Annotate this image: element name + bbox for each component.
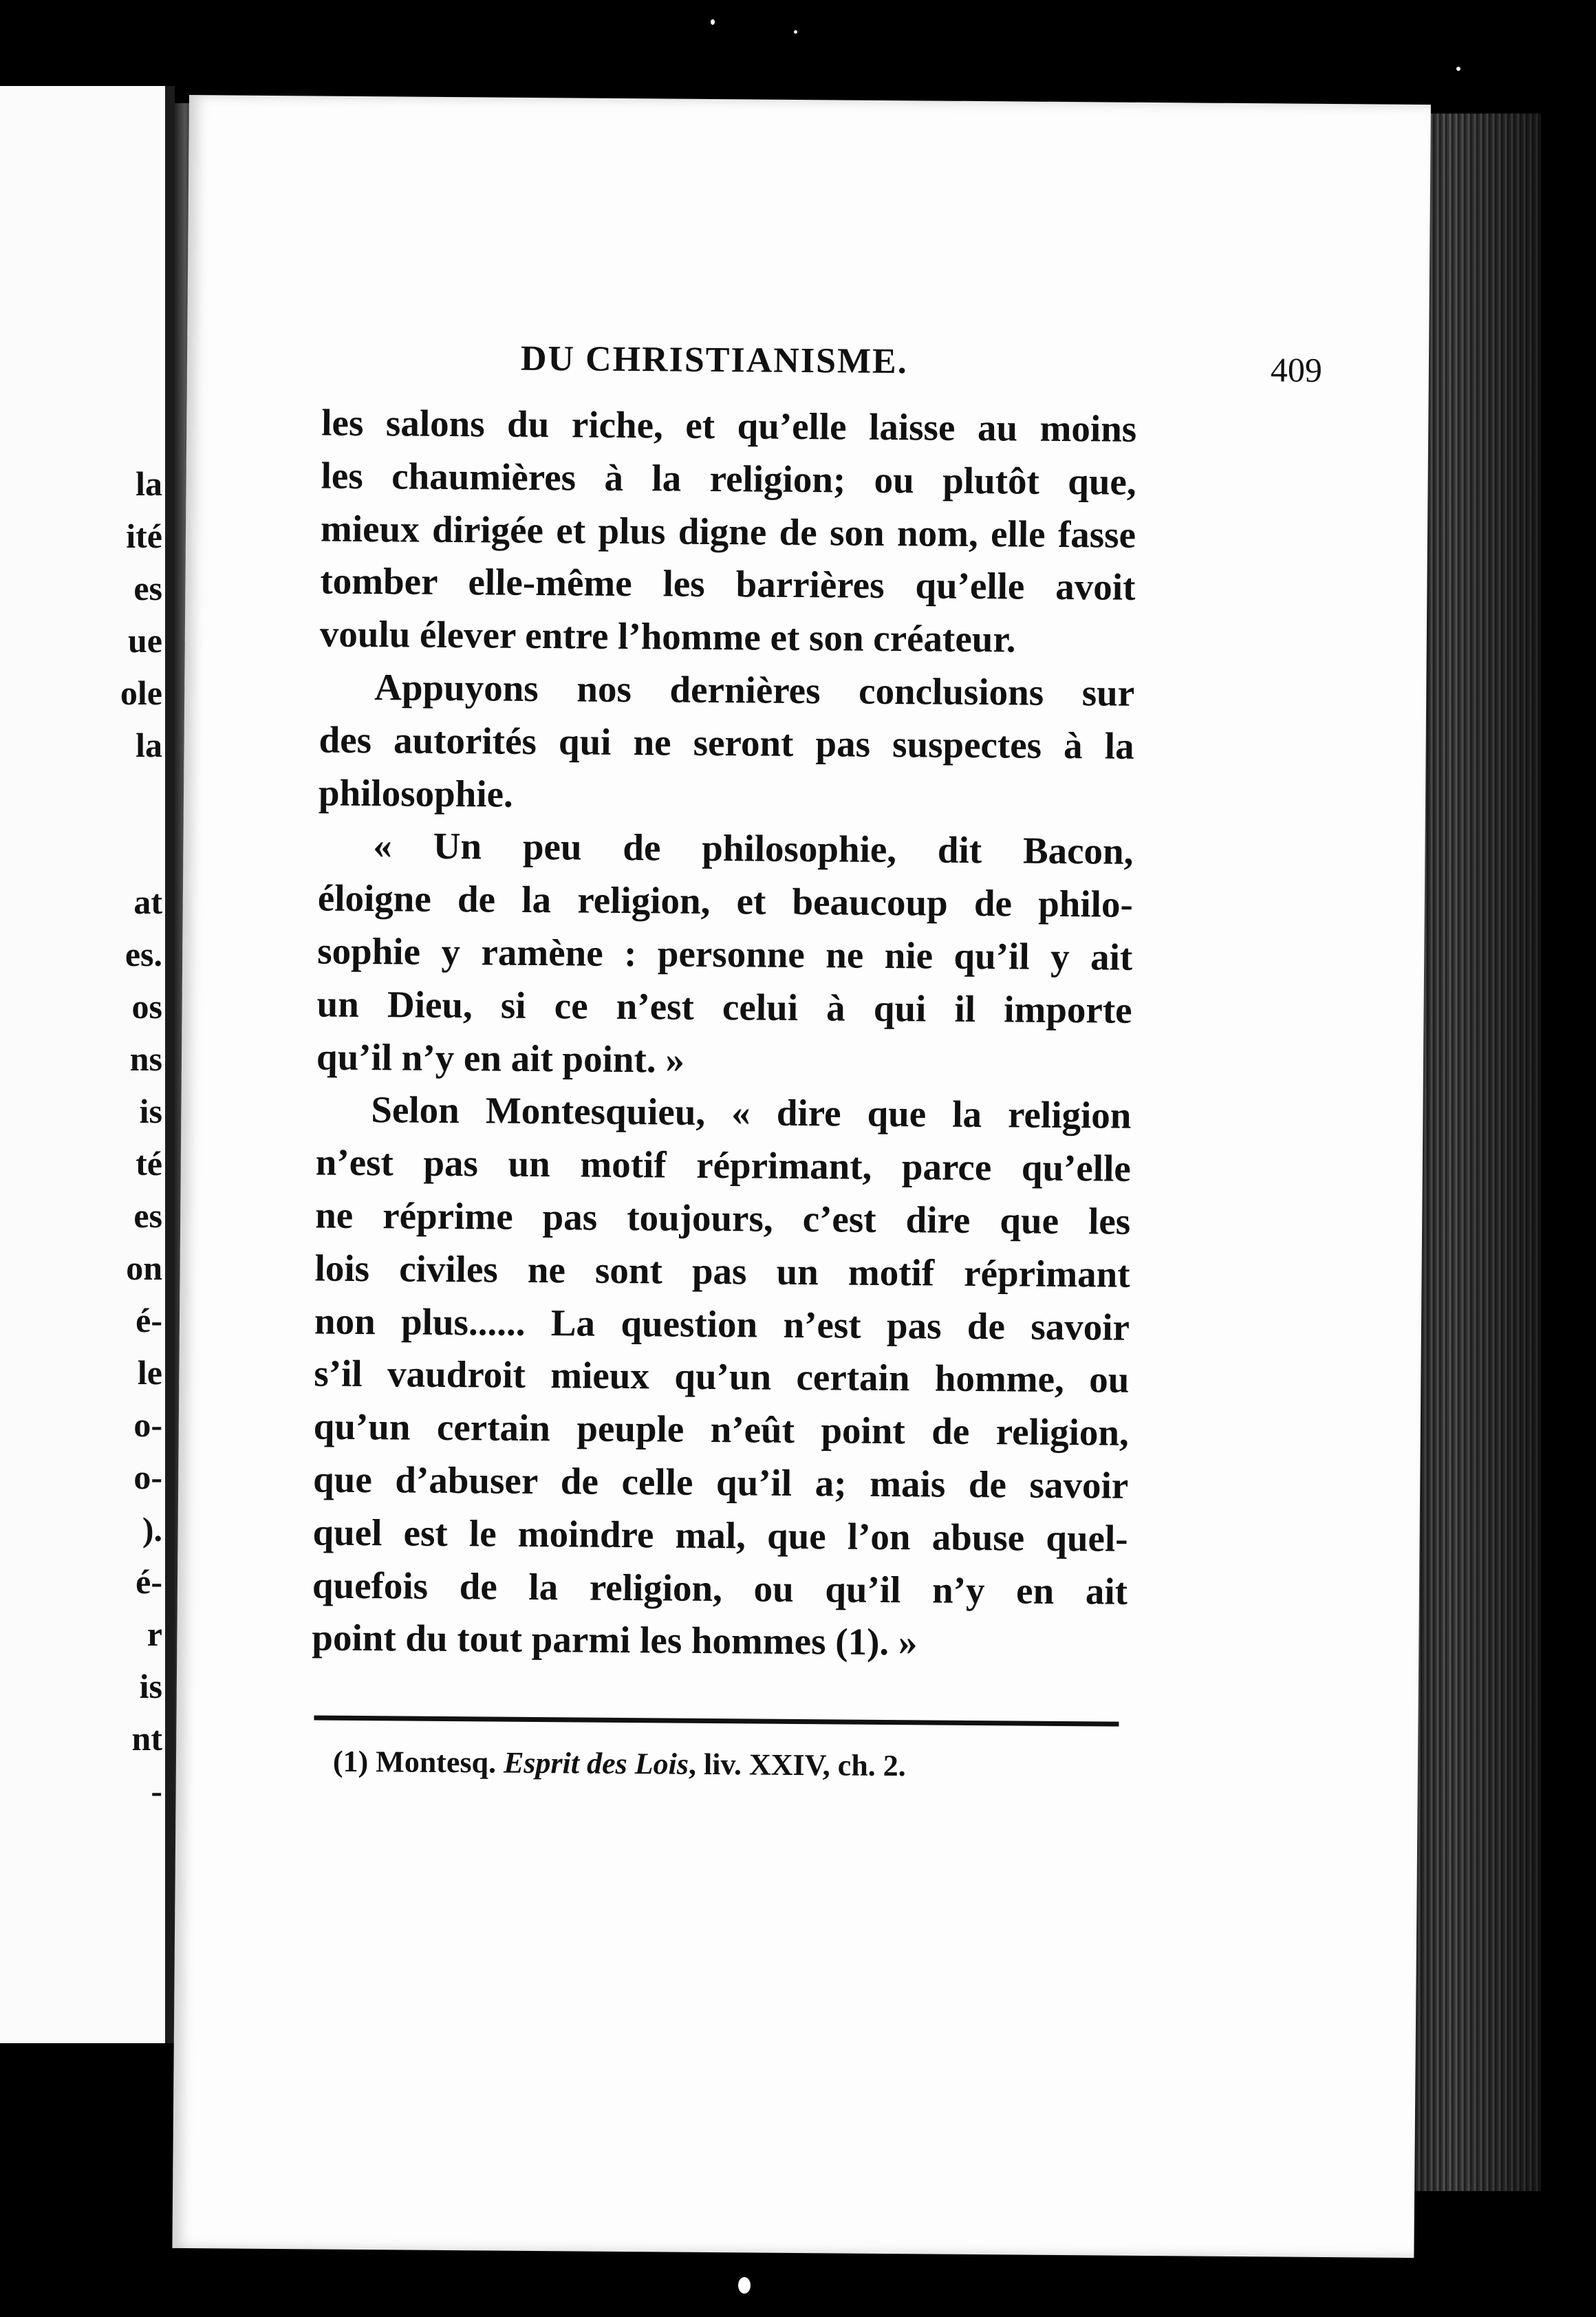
text-line: philosophie. (318, 771, 514, 815)
left-page-text-fragments (0, 457, 162, 1817)
book-page (172, 95, 1431, 2258)
left-fragment: is (139, 1092, 162, 1130)
left-fragment: r (147, 1615, 162, 1653)
text-line: des autorités qui ne seront pas suspectes à la (319, 718, 1134, 767)
running-head (325, 337, 1323, 400)
dust-speck (1456, 67, 1460, 71)
left-fragment: - (151, 1771, 162, 1810)
left-fragment: é- (136, 1562, 162, 1601)
text-line: qu’un certain peuple n’eût point de religion, (313, 1405, 1130, 1454)
text-line: s’il vaudroit mieux qu’un certain homme, ou (314, 1352, 1130, 1401)
left-fragment: es. (125, 935, 162, 973)
dust-speck (711, 19, 715, 25)
text-line: Selon Montesquieu, « dire que la religion (371, 1088, 1132, 1137)
left-fragment: ole (120, 673, 162, 712)
left-fragment: ue (128, 621, 162, 660)
left-fragment: is (139, 1667, 162, 1705)
left-fragment: ns (129, 1039, 162, 1078)
left-fragment: ité (126, 517, 162, 555)
left-fragment: la (136, 726, 162, 764)
running-title: DU CHRISTIANISME. (520, 338, 908, 382)
footnote-suffix: , liv. XXIV, ch. 2. (688, 1747, 906, 1783)
left-fragment: ). (142, 1510, 162, 1549)
footnote-prefix: (1) Montesq. (332, 1744, 504, 1780)
left-fragment: té (136, 1144, 162, 1183)
dust-speck (794, 30, 797, 34)
left-fragment: é- (136, 1301, 162, 1339)
body-text (312, 397, 1136, 1671)
left-fragment: nt (131, 1719, 162, 1758)
text-line: point du tout parmi les hommes (1). » (312, 1616, 918, 1663)
text-line: mieux dirigée et plus digne de son nom, elle fasse (320, 507, 1136, 556)
left-fragment: es (133, 569, 162, 607)
text-line: voulu élever entre l’homme et son créateur. (319, 612, 1016, 660)
text-line: « Un peu de philosophie, dit Bacon, (373, 824, 1134, 873)
footnote-rule (314, 1715, 1119, 1726)
footnote (333, 1744, 906, 1784)
text-line: les chaumières à la religion; ou plutôt que, (321, 454, 1136, 503)
text-line: qu’il n’y en ait point. » (316, 1035, 685, 1081)
text-line: quefois de la religion, ou qu’il n’y en ait (312, 1564, 1128, 1613)
left-facing-page (0, 86, 175, 2043)
left-fragment: o- (133, 1405, 162, 1444)
left-fragment: le (137, 1353, 162, 1392)
left-fragment (0, 823, 162, 876)
text-line: ne réprime pas toujours, c’est dire que les (314, 1194, 1131, 1242)
left-fragment: es (133, 1196, 162, 1235)
left-fragment: la (136, 464, 162, 503)
text-line: lois civiles ne sont pas un motif réprimant (314, 1247, 1130, 1295)
text-line: un Dieu, si ce n’est celui à qui il importe (316, 982, 1132, 1031)
left-fragment (0, 771, 162, 823)
text-line: que d’abuser de celle qu’il a; mais de savoir (312, 1458, 1129, 1507)
left-fragment: os (131, 987, 162, 1026)
text-line: éloigne de la religion, et beaucoup de philo- (317, 876, 1134, 925)
footnote-title: Esprit des Lois (503, 1745, 689, 1781)
text-line: Appuyons nos dernières conclusions sur (374, 666, 1135, 714)
page-number: 409 (1270, 350, 1323, 389)
text-line: n’est pas un motif réprimant, parce qu’elle (315, 1141, 1132, 1189)
text-line: les salons du riche, et qu’elle laisse au moins (321, 401, 1137, 450)
text-line: non plus...... La question n’est pas de savoir (314, 1300, 1130, 1348)
text-line: tomber elle-même les barrières qu’elle avoit (320, 559, 1136, 609)
text-line: sophie y ramène : personne ne nie qu’il y ait (316, 929, 1133, 978)
dust-speck (738, 2277, 751, 2294)
left-fragment: at (133, 883, 162, 921)
left-fragment: o- (133, 1458, 162, 1496)
text-line: quel est le moindre mal, que l’on abuse quel- (312, 1511, 1128, 1560)
left-fragment: on (126, 1249, 162, 1287)
